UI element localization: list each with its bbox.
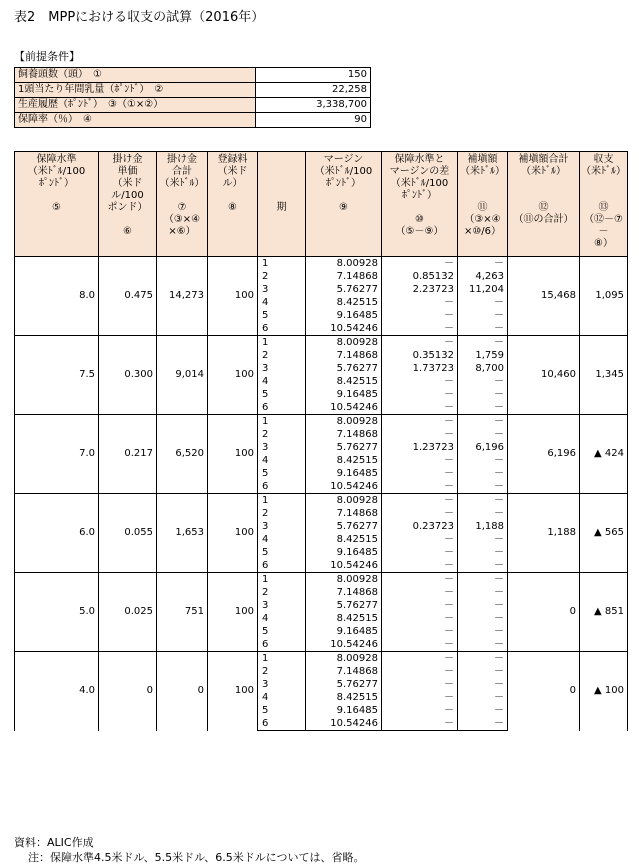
header-line: ⑥ — [123, 226, 132, 237]
premise-label: 1頭当たり年間乳量（ﾎﾟﾝﾄﾞ） ② — [15, 83, 256, 98]
difference-cell: － — [382, 717, 458, 731]
margin-cell: 8.42515 — [306, 612, 382, 625]
header-line: （⑤－⑨） — [395, 226, 444, 237]
margin-cell: 5.76277 — [306, 599, 382, 612]
balance-cell: 1,095 — [580, 257, 628, 336]
compensation-cell: － — [458, 638, 508, 652]
compensation-sum-cell: 0 — [508, 573, 580, 652]
period-cell: 4 — [258, 691, 306, 704]
period-cell: 4 — [258, 296, 306, 309]
coverage-level-cell: 7.0 — [15, 415, 99, 494]
compensation-sum-cell: 10,460 — [508, 336, 580, 415]
premises-table — [14, 67, 371, 128]
premise-row — [15, 98, 371, 113]
period-cell: 2 — [258, 665, 306, 678]
header-line: 保障水準 — [36, 154, 77, 165]
difference-cell: － — [382, 704, 458, 717]
coverage-level-cell: 7.5 — [15, 336, 99, 415]
compensation-cell: － — [458, 336, 508, 350]
margin-cell: 7.14868 — [306, 665, 382, 678]
header-line: （米ﾄﾞﾙ） — [159, 178, 205, 189]
column-header — [382, 152, 458, 257]
header-line — [508, 178, 579, 190]
header-line: 登録料 — [217, 154, 248, 165]
premium-unit-cell: 0 — [99, 652, 157, 731]
table-row — [15, 494, 628, 508]
difference-cell: － — [382, 599, 458, 612]
footnote: 注：保障水準4.5米ドル、5.5米ドル、6.5米ドルについては、省略。 — [28, 851, 365, 864]
margin-cell: 9.16485 — [306, 625, 382, 638]
margin-cell: 8.42515 — [306, 296, 382, 309]
header-line: ⑪ — [477, 202, 488, 213]
premise-row — [15, 83, 371, 98]
header-line: （米ﾄﾞﾙ/100 — [27, 166, 86, 177]
header-line: ×⑥） — [168, 226, 196, 237]
period-cell: 3 — [258, 441, 306, 454]
period-cell: 2 — [258, 507, 306, 520]
difference-cell: － — [382, 652, 458, 666]
header-line — [258, 166, 305, 178]
period-cell: 6 — [258, 401, 306, 415]
compensation-cell: － — [458, 717, 508, 731]
compensation-cell: － — [458, 678, 508, 691]
difference-cell: － — [382, 375, 458, 388]
period-cell: 3 — [258, 520, 306, 533]
column-header — [208, 152, 258, 257]
column-header — [15, 152, 99, 257]
period-cell: 3 — [258, 283, 306, 296]
margin-cell: 8.42515 — [306, 691, 382, 704]
table-row — [15, 336, 628, 350]
premium-total-cell: 751 — [157, 573, 208, 652]
margin-cell: 7.14868 — [306, 586, 382, 599]
compensation-cell: 11,204 — [458, 283, 508, 296]
difference-cell: － — [382, 625, 458, 638]
period-cell: 5 — [258, 704, 306, 717]
coverage-level-cell: 5.0 — [15, 573, 99, 652]
period-cell: 3 — [258, 678, 306, 691]
period-cell: 3 — [258, 599, 306, 612]
margin-cell: 7.14868 — [306, 428, 382, 441]
table-row — [15, 652, 628, 666]
balance-cell: ▲ 100 — [580, 652, 628, 731]
difference-cell: － — [382, 559, 458, 573]
margin-cell: 9.16485 — [306, 467, 382, 480]
premise-label: 生産履歴（ﾎﾟﾝﾄﾞ） ③（①×②） — [15, 98, 256, 113]
difference-cell: － — [382, 665, 458, 678]
compensation-cell: 8,700 — [458, 362, 508, 375]
compensation-cell: － — [458, 467, 508, 480]
difference-cell: 0.85132 — [382, 270, 458, 283]
period-cell: 4 — [258, 533, 306, 546]
margin-cell: 10.54246 — [306, 322, 382, 336]
difference-cell: 1.23723 — [382, 441, 458, 454]
column-header — [157, 152, 208, 257]
header-line — [157, 190, 207, 202]
period-cell: 5 — [258, 309, 306, 322]
header-line: ポンド） — [107, 202, 148, 213]
header-line: （米ﾄﾞﾙ/100 — [390, 178, 449, 189]
difference-cell: 1.73723 — [382, 362, 458, 375]
registration-fee-cell: 100 — [208, 494, 258, 573]
column-header — [458, 152, 508, 257]
premium-total-cell: 0 — [157, 652, 208, 731]
compensation-cell: 6,196 — [458, 441, 508, 454]
compensation-cell: － — [458, 257, 508, 271]
difference-cell: － — [382, 401, 458, 415]
margin-cell: 10.54246 — [306, 401, 382, 415]
period-cell: 6 — [258, 559, 306, 573]
compensation-cell: 1,188 — [458, 520, 508, 533]
table-row — [15, 573, 628, 587]
margin-cell: 7.14868 — [306, 349, 382, 362]
coverage-level-cell: 4.0 — [15, 652, 99, 731]
difference-cell: － — [382, 388, 458, 401]
header-line: ⑩ — [415, 214, 424, 225]
period-cell: 1 — [258, 652, 306, 666]
margin-cell: 7.14868 — [306, 507, 382, 520]
period-cell: 2 — [258, 428, 306, 441]
margin-cell: 8.00928 — [306, 573, 382, 587]
period-cell: 4 — [258, 454, 306, 467]
difference-cell: － — [382, 257, 458, 271]
period-cell: 1 — [258, 257, 306, 271]
header-line: 単価 — [117, 166, 138, 177]
header-row — [15, 152, 628, 257]
column-header — [508, 152, 580, 257]
compensation-cell: － — [458, 533, 508, 546]
header-line — [15, 190, 98, 202]
balance-cell: ▲ 424 — [580, 415, 628, 494]
period-cell: 5 — [258, 388, 306, 401]
header-line — [306, 190, 381, 202]
difference-cell: － — [382, 415, 458, 429]
margin-cell: 8.42515 — [306, 533, 382, 546]
header-line: （③×④ — [464, 214, 501, 225]
margin-cell: 9.16485 — [306, 388, 382, 401]
header-line: ﾎﾟﾝﾄﾞ） — [402, 190, 437, 201]
premium-unit-cell: 0.025 — [99, 573, 157, 652]
header-line: （⑫－⑦－ — [584, 214, 623, 237]
difference-cell: 2.23723 — [382, 283, 458, 296]
period-cell: 2 — [258, 586, 306, 599]
premium-unit-cell: 0.055 — [99, 494, 157, 573]
difference-cell: － — [382, 296, 458, 309]
compensation-cell: － — [458, 480, 508, 494]
compensation-cell: 4,263 — [458, 270, 508, 283]
column-header — [306, 152, 382, 257]
coverage-level-cell: 6.0 — [15, 494, 99, 573]
premises-label: 【前提条件】 — [14, 50, 80, 63]
compensation-cell: － — [458, 309, 508, 322]
margin-cell: 9.16485 — [306, 704, 382, 717]
period-cell: 2 — [258, 349, 306, 362]
header-line: （米ﾄﾞﾙ） — [581, 166, 626, 177]
header-line — [258, 154, 305, 166]
margin-cell: 8.42515 — [306, 375, 382, 388]
margin-cell: 8.42515 — [306, 454, 382, 467]
header-line — [382, 202, 457, 214]
header-line: ﾎﾟﾝﾄﾞ） — [326, 178, 361, 189]
header-line: 補塡額合計 — [518, 154, 569, 165]
difference-cell: 0.23723 — [382, 520, 458, 533]
period-cell: 1 — [258, 573, 306, 587]
table-body — [15, 257, 628, 731]
premise-value: 22,258 — [256, 83, 371, 98]
premium-unit-cell: 0.300 — [99, 336, 157, 415]
coverage-level-cell: 8.0 — [15, 257, 99, 336]
compensation-sum-cell: 0 — [508, 652, 580, 731]
difference-cell: － — [382, 322, 458, 336]
source-note: 資料：ALIC作成 — [14, 836, 94, 849]
header-line: ⑨ — [339, 202, 348, 213]
period-cell: 5 — [258, 467, 306, 480]
difference-cell: － — [382, 678, 458, 691]
period-cell: 1 — [258, 336, 306, 350]
premise-row — [15, 113, 371, 128]
compensation-cell: － — [458, 625, 508, 638]
header-line: （米ド — [217, 166, 248, 177]
header-line — [208, 190, 257, 202]
header-line: （米ドル/100 — [111, 178, 144, 201]
header-line — [580, 178, 627, 190]
premise-value: 90 — [256, 113, 371, 128]
header-line — [580, 190, 627, 202]
difference-cell: － — [382, 494, 458, 508]
period-cell: 2 — [258, 270, 306, 283]
difference-cell: － — [382, 573, 458, 587]
header-line: ⑤ — [52, 202, 61, 213]
compensation-cell: － — [458, 322, 508, 336]
premium-total-cell: 1,653 — [157, 494, 208, 573]
header-line: ×⑩/6） — [463, 226, 502, 237]
header-line — [258, 190, 305, 202]
registration-fee-cell: 100 — [208, 573, 258, 652]
header-line — [458, 178, 507, 190]
compensation-cell: － — [458, 612, 508, 625]
compensation-cell: － — [458, 586, 508, 599]
period-cell: 5 — [258, 546, 306, 559]
compensation-cell: － — [458, 599, 508, 612]
premium-unit-cell: 0.475 — [99, 257, 157, 336]
header-line: ル） — [222, 178, 243, 189]
premium-total-cell: 14,273 — [157, 257, 208, 336]
period-cell: 1 — [258, 415, 306, 429]
margin-cell: 5.76277 — [306, 441, 382, 454]
difference-cell: － — [382, 691, 458, 704]
header-line: 掛け金 — [167, 154, 197, 165]
difference-cell: － — [382, 507, 458, 520]
compensation-cell: － — [458, 454, 508, 467]
margin-cell: 8.00928 — [306, 336, 382, 350]
margin-cell: 8.00928 — [306, 415, 382, 429]
column-header — [99, 152, 157, 257]
compensation-cell: － — [458, 375, 508, 388]
balance-cell: ▲ 565 — [580, 494, 628, 573]
header-line — [458, 190, 507, 202]
balance-cell: ▲ 851 — [580, 573, 628, 652]
compensation-cell: － — [458, 388, 508, 401]
margin-cell: 9.16485 — [306, 309, 382, 322]
registration-fee-cell: 100 — [208, 336, 258, 415]
difference-cell: － — [382, 428, 458, 441]
difference-cell: － — [382, 533, 458, 546]
header-line: 保障水準と — [394, 154, 445, 165]
compensation-sum-cell: 1,188 — [508, 494, 580, 573]
compensation-sum-cell: 15,468 — [508, 257, 580, 336]
premium-unit-cell: 0.217 — [99, 415, 157, 494]
table-row — [15, 415, 628, 429]
compensation-cell: － — [458, 415, 508, 429]
compensation-cell: － — [458, 296, 508, 309]
margin-cell: 10.54246 — [306, 480, 382, 494]
margin-cell: 8.00928 — [306, 257, 382, 271]
premise-row — [15, 68, 371, 83]
premise-value: 150 — [256, 68, 371, 83]
compensation-cell: － — [458, 665, 508, 678]
period-cell: 4 — [258, 375, 306, 388]
header-line: ⑦ — [177, 202, 187, 213]
period-cell: 3 — [258, 362, 306, 375]
period-cell: 6 — [258, 717, 306, 731]
table-row — [15, 257, 628, 271]
period-cell: 6 — [258, 322, 306, 336]
compensation-sum-cell: 6,196 — [508, 415, 580, 494]
period-cell: 6 — [258, 480, 306, 494]
registration-fee-cell: 100 — [208, 652, 258, 731]
header-line: 収支 — [593, 154, 614, 165]
difference-cell: 0.35132 — [382, 349, 458, 362]
compensation-cell: － — [458, 652, 508, 666]
period-cell: 6 — [258, 638, 306, 652]
registration-fee-cell: 100 — [208, 415, 258, 494]
header-line: ⑧） — [594, 238, 613, 249]
margin-cell: 5.76277 — [306, 283, 382, 296]
column-header — [258, 152, 306, 257]
header-line — [258, 178, 305, 190]
margin-cell: 10.54246 — [306, 559, 382, 573]
compensation-cell: － — [458, 428, 508, 441]
header-line: （③×④ — [163, 214, 201, 225]
header-line: （米ﾄﾞﾙ） — [460, 166, 505, 177]
header-line: （米ﾄﾞﾙ/100 — [314, 166, 373, 177]
difference-cell: － — [382, 638, 458, 652]
header-line: （⑪の合計） — [513, 214, 574, 225]
compensation-cell: － — [458, 401, 508, 415]
header-line — [99, 214, 156, 226]
premise-label: 飼養頭数（頭） ① — [15, 68, 256, 83]
compensation-cell: － — [458, 691, 508, 704]
compensation-cell: － — [458, 507, 508, 520]
header-line: 掛け金 — [112, 154, 143, 165]
period-cell: 1 — [258, 494, 306, 508]
header-line: 補塡額 — [467, 154, 498, 165]
premise-label: 保障率（％） ④ — [15, 113, 256, 128]
margin-cell: 10.54246 — [306, 638, 382, 652]
header-line — [508, 190, 579, 202]
header-line: 期 — [276, 202, 287, 213]
difference-cell: － — [382, 309, 458, 322]
header-line: ⑫ — [538, 202, 549, 213]
margin-cell: 5.76277 — [306, 678, 382, 691]
registration-fee-cell: 100 — [208, 257, 258, 336]
compensation-cell: 1,759 — [458, 349, 508, 362]
compensation-cell: － — [458, 546, 508, 559]
difference-cell: － — [382, 586, 458, 599]
premise-value: 3,338,700 — [256, 98, 371, 113]
revenue-table — [14, 151, 628, 731]
period-cell: 5 — [258, 625, 306, 638]
margin-cell: 8.00928 — [306, 652, 382, 666]
margin-cell: 10.54246 — [306, 717, 382, 731]
header-line: マージン — [323, 154, 364, 165]
difference-cell: － — [382, 454, 458, 467]
premium-total-cell: 9,014 — [157, 336, 208, 415]
difference-cell: － — [382, 480, 458, 494]
header-line: ﾎﾟﾝﾄﾞ） — [39, 178, 74, 189]
margin-cell: 9.16485 — [306, 546, 382, 559]
compensation-cell: － — [458, 704, 508, 717]
difference-cell: － — [382, 467, 458, 480]
compensation-cell: － — [458, 573, 508, 587]
margin-cell: 5.76277 — [306, 520, 382, 533]
balance-cell: 1,345 — [580, 336, 628, 415]
header-line: 合計 — [172, 166, 192, 177]
table-title: 表2 MPPにおける収支の試算（2016年） — [14, 10, 265, 25]
margin-cell: 5.76277 — [306, 362, 382, 375]
margin-cell: 7.14868 — [306, 270, 382, 283]
header-line: ⑧ — [228, 202, 237, 213]
difference-cell: － — [382, 612, 458, 625]
header-line: ⑬ — [598, 202, 609, 213]
compensation-cell: － — [458, 494, 508, 508]
margin-cell: 8.00928 — [306, 494, 382, 508]
header-line: マージンの差 — [389, 166, 450, 177]
premium-total-cell: 6,520 — [157, 415, 208, 494]
difference-cell: － — [382, 546, 458, 559]
compensation-cell: － — [458, 559, 508, 573]
header-line: （米ﾄﾞﾙ） — [521, 166, 566, 177]
period-cell: 4 — [258, 612, 306, 625]
difference-cell: － — [382, 336, 458, 350]
column-header — [580, 152, 628, 257]
